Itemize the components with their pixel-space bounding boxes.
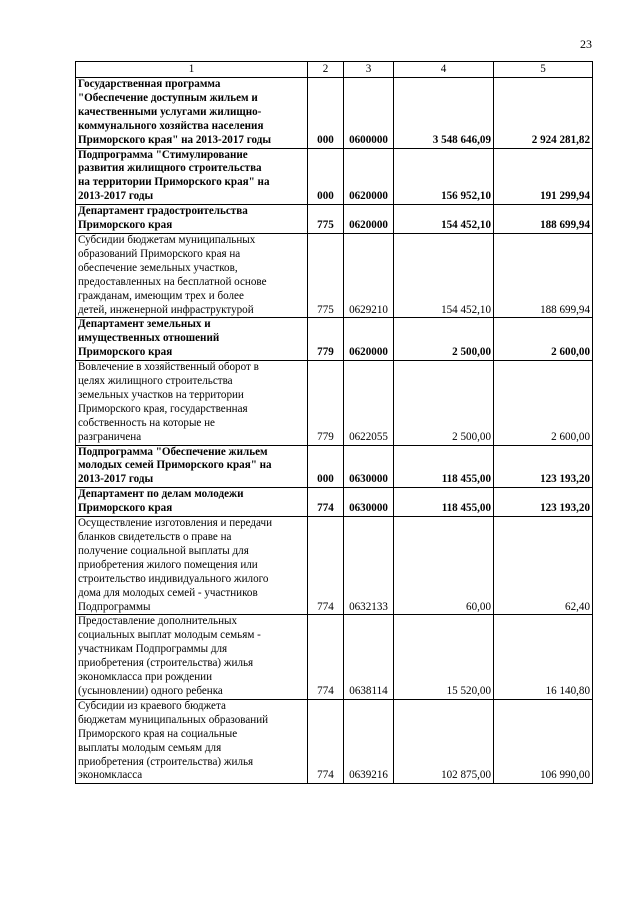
table-row (76, 205, 593, 234)
row-name: Субсидии бюджетам муниципальных образований Приморского края на обеспечение земельных участков, предоставленных на бесплатной основе гражданам, имеющим трех и более детей, инженерной инфраструктурой (76, 233, 308, 317)
column-header-4: 4 (394, 62, 494, 78)
row-value-col5: 188 699,94 (494, 205, 593, 234)
row-value-col5: 188 699,94 (494, 233, 593, 317)
row-value-col4: 15 520,00 (394, 615, 494, 699)
row-name: Департамент земельных и имущественных отношений Приморского края (76, 318, 308, 361)
row-classification: 0600000 (344, 78, 394, 149)
column-header-3: 3 (344, 62, 394, 78)
row-value-col4: 60,00 (394, 517, 494, 615)
row-value-col5: 106 990,00 (494, 699, 593, 783)
row-name: Предоставление дополнительных социальных выплат молодым семьям - участникам Подпрограммы для приобретения (строительства) жилья экономкласса при рождении (усыновлении) одного ребенка (76, 615, 308, 699)
row-value-col4: 154 452,10 (394, 205, 494, 234)
row-classification: 0620000 (344, 205, 394, 234)
row-name: Подпрограмма "Обеспечение жильем молодых семей Приморского края" на 2013-2017 годы (76, 445, 308, 488)
row-value-col5: 16 140,80 (494, 615, 593, 699)
row-value-col4: 118 455,00 (394, 445, 494, 488)
row-value-col4: 3 548 646,09 (394, 78, 494, 149)
row-classification: 0622055 (344, 361, 394, 445)
row-value-col4: 118 455,00 (394, 488, 494, 517)
row-name: Вовлечение в хозяйственный оборот в целях жилищного строительства земельных участков на территории Приморского края, государственная собственность на которые не разграничена (76, 361, 308, 445)
row-name: Государственная программа "Обеспечение доступным жильем и качественными услугами жилищно- коммунального хозяйства населения Приморского края" на 2013-2017 годы (76, 78, 308, 149)
column-header-2: 2 (308, 62, 344, 78)
row-value-col5: 2 924 281,82 (494, 78, 593, 149)
row-code: 774 (308, 488, 344, 517)
row-classification: 0620000 (344, 318, 394, 361)
table-row (76, 78, 593, 149)
row-value-col4: 102 875,00 (394, 699, 494, 783)
row-classification: 0629210 (344, 233, 394, 317)
table-row (76, 361, 593, 445)
row-value-col5: 62,40 (494, 517, 593, 615)
row-value-col4: 154 452,10 (394, 233, 494, 317)
row-code: 000 (308, 78, 344, 149)
row-value-col4: 2 500,00 (394, 361, 494, 445)
row-classification: 0630000 (344, 488, 394, 517)
table-row (76, 233, 593, 317)
table-row (76, 615, 593, 699)
row-code: 779 (308, 318, 344, 361)
row-code: 774 (308, 699, 344, 783)
row-code: 000 (308, 445, 344, 488)
row-classification: 0639216 (344, 699, 394, 783)
table-row (76, 318, 593, 361)
page-number: 23 (580, 37, 592, 51)
column-header-5: 5 (494, 62, 593, 78)
row-value-col5: 123 193,20 (494, 488, 593, 517)
row-value-col5: 2 600,00 (494, 361, 593, 445)
table-header-row (76, 62, 593, 78)
row-value-col5: 123 193,20 (494, 445, 593, 488)
row-code: 774 (308, 615, 344, 699)
row-classification: 0630000 (344, 445, 394, 488)
row-classification: 0638114 (344, 615, 394, 699)
table-row (76, 699, 593, 783)
row-name: Департамент по делам молодежи Приморского края (76, 488, 308, 517)
table-row (76, 517, 593, 615)
row-value-col4: 2 500,00 (394, 318, 494, 361)
row-code: 775 (308, 205, 344, 234)
row-classification: 0620000 (344, 148, 394, 205)
row-classification: 0632133 (344, 517, 394, 615)
row-code: 779 (308, 361, 344, 445)
row-code: 000 (308, 148, 344, 205)
row-value-col5: 191 299,94 (494, 148, 593, 205)
table-row (76, 488, 593, 517)
row-name: Подпрограмма "Стимулирование развития жилищного строительства на территории Приморского края" на 2013-2017 годы (76, 148, 308, 205)
row-value-col5: 2 600,00 (494, 318, 593, 361)
table-row (76, 148, 593, 205)
row-value-col4: 156 952,10 (394, 148, 494, 205)
table-row (76, 445, 593, 488)
row-name: Субсидии из краевого бюджета бюджетам муниципальных образований Приморского края на социальные выплаты молодым семьям для приобретения (строительства) жилья экономкласса (76, 699, 308, 783)
row-name: Осуществление изготовления и передачи бланков свидетельств о праве на получение социальной выплаты для приобретения жилого помещения или строительство индивидуального жилого дома для молодых семей - участников Подпрограммы (76, 517, 308, 615)
budget-table (75, 61, 593, 784)
row-name: Департамент градостроительства Приморского края (76, 205, 308, 234)
row-code: 775 (308, 233, 344, 317)
row-code: 774 (308, 517, 344, 615)
column-header-1: 1 (76, 62, 308, 78)
